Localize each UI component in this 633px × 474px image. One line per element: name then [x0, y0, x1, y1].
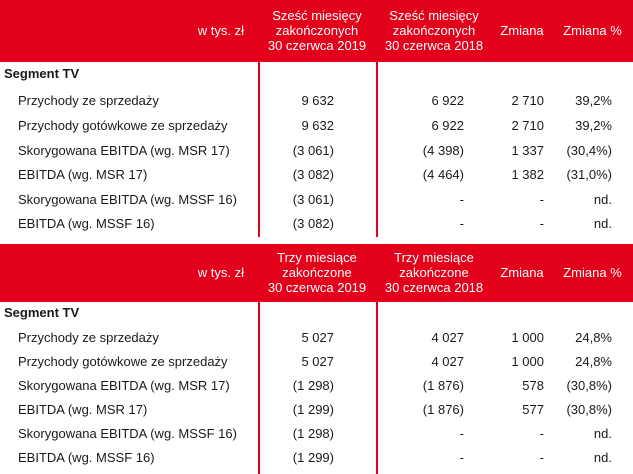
value-change-pct: nd.: [593, 450, 612, 465]
column-divider: [258, 0, 260, 237]
value-change: 2 710: [511, 93, 544, 108]
value-2018: 4 027: [431, 354, 464, 369]
value-2019: 9 632: [301, 93, 334, 108]
value-2019: 9 632: [301, 118, 334, 133]
table-header: [0, 244, 633, 300]
value-change-pct: (30,4%): [566, 143, 612, 158]
table-row: [0, 326, 633, 350]
value-2018: (1 876): [422, 378, 464, 393]
value-change-pct: (30,8%): [566, 378, 612, 393]
table-row: [0, 422, 633, 446]
row-label: EBITDA (wg. MSR 17): [18, 167, 148, 182]
value-change: 578: [522, 378, 544, 393]
value-change-pct: 39,2%: [575, 118, 612, 133]
row-label: Skorygowana EBITDA (wg. MSR 17): [18, 143, 230, 158]
table-row: [0, 139, 633, 163]
value-change-pct: nd.: [593, 426, 612, 441]
value-change-pct: nd.: [593, 216, 612, 231]
value-2018: -: [459, 426, 464, 441]
row-label: Przychody gotówkowe ze sprzedaży: [18, 354, 228, 369]
segment-row: [0, 62, 633, 86]
value-2018: 6 922: [431, 93, 464, 108]
column-header-change-pct: Zmiana %: [563, 22, 622, 38]
value-change: 1 382: [511, 167, 544, 182]
table-header: [0, 0, 633, 60]
value-2019: (3 082): [292, 216, 334, 231]
value-2018: (4 398): [422, 143, 464, 158]
table-row: [0, 89, 633, 113]
value-change: -: [539, 450, 544, 465]
value-2018: -: [459, 192, 464, 207]
value-2019: (1 298): [292, 426, 334, 441]
row-label: Skorygowana EBITDA (wg. MSSF 16): [18, 426, 237, 441]
value-2018: -: [459, 216, 464, 231]
value-2019: 5 027: [301, 354, 334, 369]
value-change: 1 000: [511, 330, 544, 345]
value-2019: (3 082): [292, 167, 334, 182]
value-2018: (1 876): [422, 402, 464, 417]
value-change-pct: (31,0%): [566, 167, 612, 182]
value-2019: (1 299): [292, 450, 334, 465]
unit-label: w tys. zł: [197, 264, 244, 280]
value-2018: 6 922: [431, 118, 464, 133]
table-row: [0, 350, 633, 374]
table-row: [0, 446, 633, 470]
segment-label: Segment TV: [4, 66, 80, 81]
column-header-change: Zmiana: [500, 264, 544, 280]
table-row: [0, 188, 633, 212]
value-2018: (4 464): [422, 167, 464, 182]
segment-row: [0, 301, 633, 325]
value-2019: (3 061): [292, 192, 334, 207]
value-change-pct: 39,2%: [575, 93, 612, 108]
row-label: Przychody ze sprzedaży: [18, 93, 159, 108]
table-row: [0, 163, 633, 187]
column-divider: [376, 244, 378, 474]
value-2019: (1 299): [292, 402, 334, 417]
value-2019: 5 027: [301, 330, 334, 345]
column-header-2019: Sześć miesięcy zakończonych 30 czerwca 2019: [267, 7, 367, 53]
value-change: 1 337: [511, 143, 544, 158]
value-2019: (1 298): [292, 378, 334, 393]
column-header-2019: Trzy miesiące zakończone 30 czerwca 2019: [267, 249, 367, 295]
row-label: Skorygowana EBITDA (wg. MSSF 16): [18, 192, 237, 207]
row-label: Przychody ze sprzedaży: [18, 330, 159, 345]
value-change-pct: 24,8%: [575, 354, 612, 369]
value-2019: (3 061): [292, 143, 334, 158]
value-2018: -: [459, 450, 464, 465]
value-change: -: [539, 216, 544, 231]
table-row: [0, 114, 633, 138]
row-label: Skorygowana EBITDA (wg. MSR 17): [18, 378, 230, 393]
unit-label: w tys. zł: [197, 22, 244, 38]
value-change-pct: (30,8%): [566, 402, 612, 417]
value-change: 1 000: [511, 354, 544, 369]
value-change: 577: [522, 402, 544, 417]
column-header-change: Zmiana: [500, 22, 544, 38]
value-change: -: [539, 192, 544, 207]
table-row: [0, 212, 633, 236]
three-month-table: [0, 244, 633, 474]
row-label: EBITDA (wg. MSSF 16): [18, 216, 155, 231]
value-change-pct: 24,8%: [575, 330, 612, 345]
column-divider: [258, 244, 260, 474]
column-divider: [376, 0, 378, 237]
table-row: [0, 374, 633, 398]
row-label: EBITDA (wg. MSSF 16): [18, 450, 155, 465]
table-row: [0, 398, 633, 422]
value-change: 2 710: [511, 118, 544, 133]
row-label: Przychody gotówkowe ze sprzedaży: [18, 118, 228, 133]
column-header-change-pct: Zmiana %: [563, 264, 622, 280]
segment-label: Segment TV: [4, 305, 80, 320]
value-change: -: [539, 426, 544, 441]
row-label: EBITDA (wg. MSR 17): [18, 402, 148, 417]
value-change-pct: nd.: [593, 192, 612, 207]
column-header-2018: Trzy miesiące zakończone 30 czerwca 2018: [384, 249, 484, 295]
value-2018: 4 027: [431, 330, 464, 345]
column-header-2018: Sześć miesięcy zakończonych 30 czerwca 2018: [384, 7, 484, 53]
